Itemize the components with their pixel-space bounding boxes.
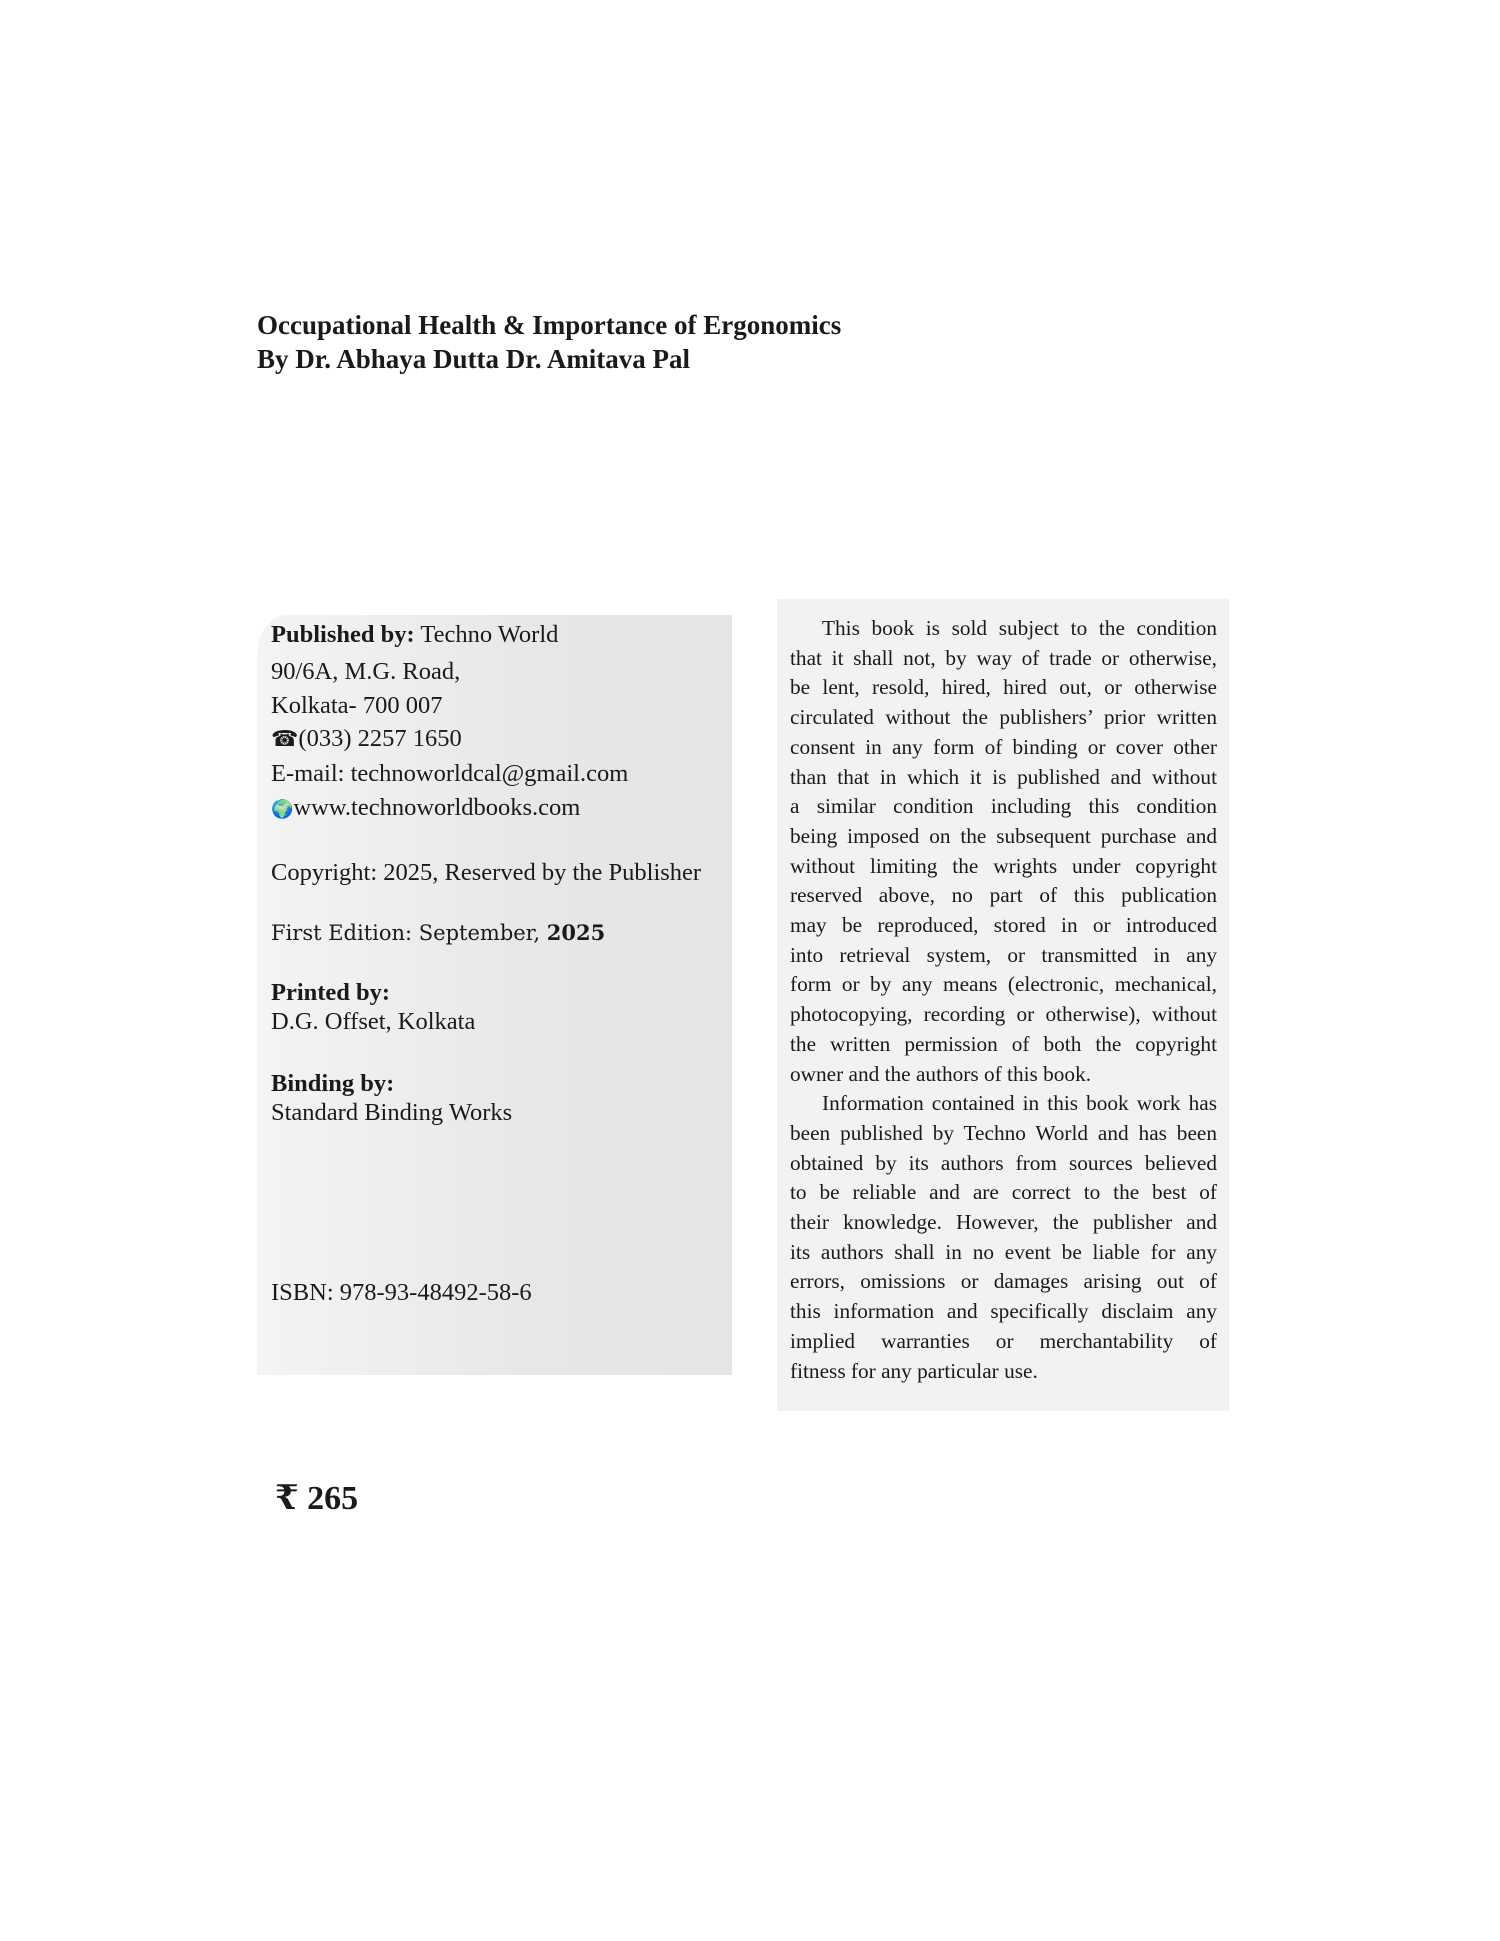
publisher-name: Techno World [414,621,559,648]
notice-line: fitness for any particular use. [790,1358,1038,1383]
book-title: Occupational Health & Importance of Ergonomics [257,310,842,340]
notice-line: errors, omissions or damages arising out of [790,1269,1217,1294]
phone-icon: ☎ [271,727,299,752]
notice-line: implied warranties or merchantability of [790,1328,1217,1353]
notice-line: consent in any form of binding or cover other [790,734,1217,759]
website-line [271,793,580,825]
notice-line: a similar condition including this condition [790,794,1217,819]
printed-label: Printed by: [271,979,391,1006]
notice-line: that it shall not, by way of trade or otherwise, [790,645,1217,670]
notice-line: their knowledge. However, the publisher and [790,1210,1217,1234]
price: ₹ 265 [275,1480,359,1517]
notice-line: to be reliable and are correct to the best of [790,1180,1217,1205]
edition-line [271,918,605,948]
notice-line: photocopying, recording or otherwise), without [790,1002,1217,1027]
copyright-line: Copyright: 2025, Reserved by the Publisher [271,859,702,886]
printer: D.G. Offset, Kolkata [271,1008,476,1035]
edition-year: 2025 [546,920,606,945]
notice-line: This book is sold subject to the condition [822,616,1217,640]
notice-line: circulated without the publishers’ prior written [790,705,1217,730]
notice-line: than that in which it is published and without [790,764,1217,789]
globe-icon: 🌍 [271,799,294,820]
publisher-line [271,620,558,650]
email-line: E-mail: technoworldcal@gmail.com [271,760,629,787]
notice-line: reserved above, no part of this publication [790,883,1217,908]
edition-label: First Edition: September, [271,921,547,945]
address-line-2: Kolkata- 700 007 [271,692,443,719]
notice-line: being imposed on the subsequent purchase and [790,823,1217,848]
notice-line: owner and the authors of this book. [790,1061,1092,1086]
address-line-1: 90/6A, M.G. Road, [271,658,461,685]
isbn: ISBN: 978-93-48492-58-6 [271,1279,532,1306]
notice-line: this information and specifically disclaim any [790,1299,1217,1324]
binder: Standard Binding Works [271,1099,513,1126]
phone-line [271,724,462,755]
notice-line: may be reproduced, stored in or introduced [790,913,1217,937]
notice-line: without limiting the wrights under copyright [790,853,1217,878]
phone-number: (033) 2257 1650 [298,725,462,752]
notice-line: the written permission of both the copyright [790,1031,1217,1056]
notice-line: form or by any means (electronic, mechanical, [790,972,1217,997]
notice-line: be lent, resold, hired, hired out, or otherwise [790,675,1217,700]
book-authors: By Dr. Abhaya Dutta Dr. Amitava Pal [257,344,691,374]
published-label: Published by: [271,621,415,648]
website: www.technoworldbooks.com [293,794,581,821]
notice-line: been published by Techno World and has been [790,1120,1217,1145]
notice-line: its authors shall in no event be liable for any [790,1239,1217,1264]
notice-line: into retrieval system, or transmitted in any [790,942,1217,967]
binding-label: Binding by: [271,1070,395,1097]
notice-line: Information contained in this book work has [822,1091,1217,1116]
notice-line: obtained by its authors from sources believed [790,1150,1217,1175]
